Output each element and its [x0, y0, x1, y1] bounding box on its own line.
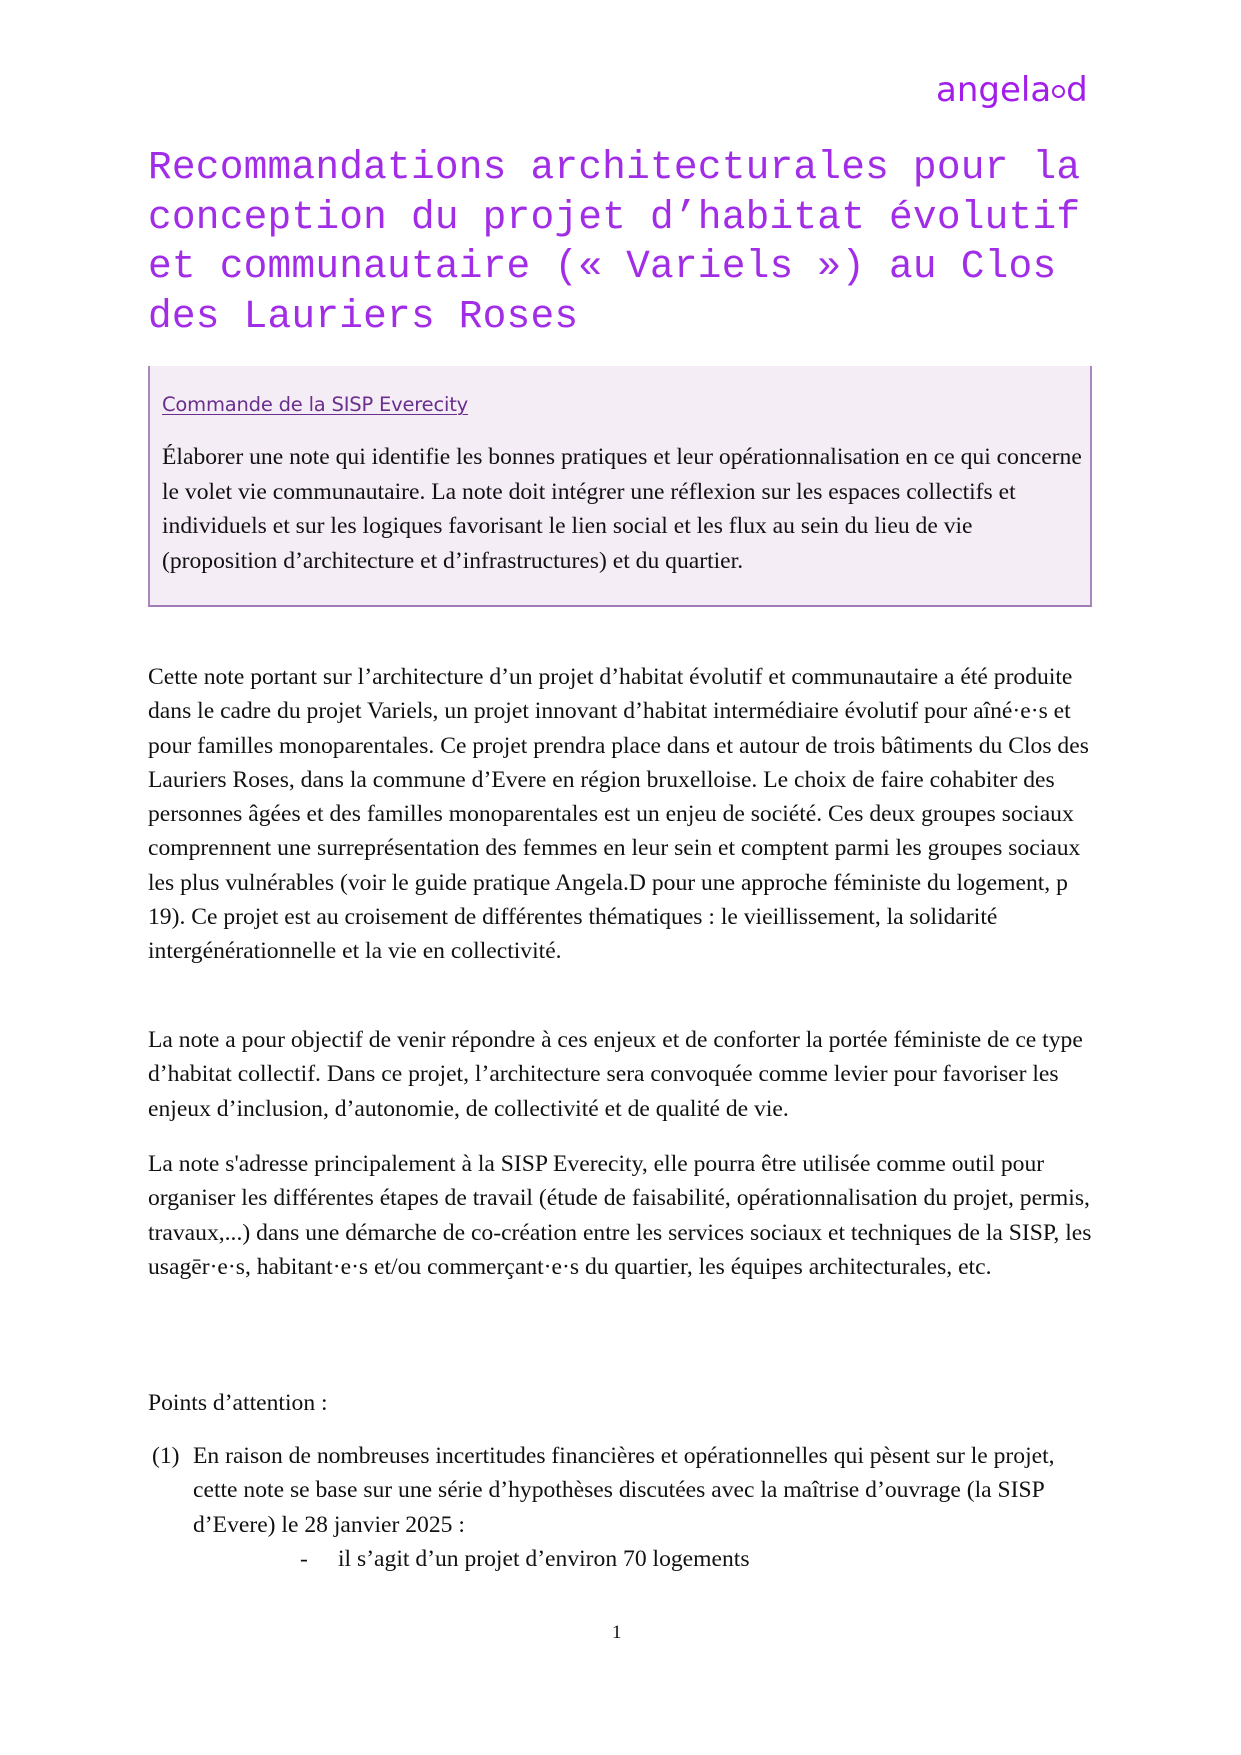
list-item-text: En raison de nombreuses incertitudes financières et opérationnelles qui pèsent sur le projet, cette note se base sur une série d’hypothèses discutées avec la maîtrise d’ouvrage (la SISP d’Evere) le 28 janvier 2025 : [193, 1443, 1055, 1538]
page-number: 1 [612, 1622, 622, 1643]
points-heading: Points d’attention : [148, 1390, 328, 1416]
audience-paragraph: La note s'adresse principalement à la SISP Everecity, elle pourra être utilisée comme outil pour organiser les différentes étapes de travail (étude de faisabilité, opérationnalisation du projet, permis, travaux,...) dans une démarche de co-création entre les services sociaux et techniques de la SISP, les usagēr·e·s, habitant·e·s et/ou commerçant·e·s du quartier, les équipes architecturales, etc. [148, 1151, 1092, 1280]
logo-circle-icon [1052, 85, 1065, 98]
intro-paragraph: Cette note portant sur l’architecture d’un projet d’habitat évolutif et communautaire a été produite dans le cadre du projet Variels, un projet innovant d’habitat intermédiaire évolutif pour aîné·e·s et pour familles monoparentales. Ce projet prendra place dans et autour de trois bâtiments du Clos des Lauriers Roses, dans la commune d’Evere en région bruxelloise. Le choix de faire cohabiter des personnes âgées et des familles monoparentales est un enjeu de société. Ces deux groupes sociaux comprennent une surreprésentation des femmes en leur sein et comptent parmi les groupes sociaux les plus vulnérables (voir le guide pratique Angela.D pour une approche féministe du logement, p 19). Ce projet est au croisement de différentes thématiques : le vieillissement, la solidarité intergénérationnelle et la vie en collectivité. [148, 664, 1089, 965]
logo-text-left: angela [936, 70, 1052, 110]
sub-list-item-text: il s’agit d’un projet d’environ 70 logements [338, 1546, 750, 1572]
document-title: Recommandations architecturales pour la conception du projet d’habitat évolutif et communautaire (« Variels ») au Clos des Lauriers Roses [148, 145, 1081, 339]
logo-text-right: d [1066, 70, 1088, 110]
angela-d-logo [936, 70, 1088, 110]
list-marker: (1) [152, 1443, 180, 1469]
objective-paragraph: La note a pour objectif de venir répondre à ces enjeux et de conforter la portée féministe de ce type d’habitat collectif. Dans ce projet, l’architecture sera convoquée comme levier pour favoriser les enjeux d’inclusion, d’autonomie, de collectivité et de qualité de vie. [148, 1027, 1083, 1122]
command-box [148, 366, 1092, 607]
command-box-heading: Commande de la SISP Everecity [162, 393, 468, 416]
command-box-text: Élaborer une note qui identifie les bonnes pratiques et leur opérationnalisation en ce qui concerne le volet vie communautaire. La note doit intégrer une réflexion sur les espaces collectifs et individuels et sur les logiques favorisant le lien social et les flux au sein du lieu de vie (proposition d’architecture et d’infrastructures) et du quartier. [162, 444, 1082, 574]
dash-bullet-icon: - [300, 1546, 308, 1572]
